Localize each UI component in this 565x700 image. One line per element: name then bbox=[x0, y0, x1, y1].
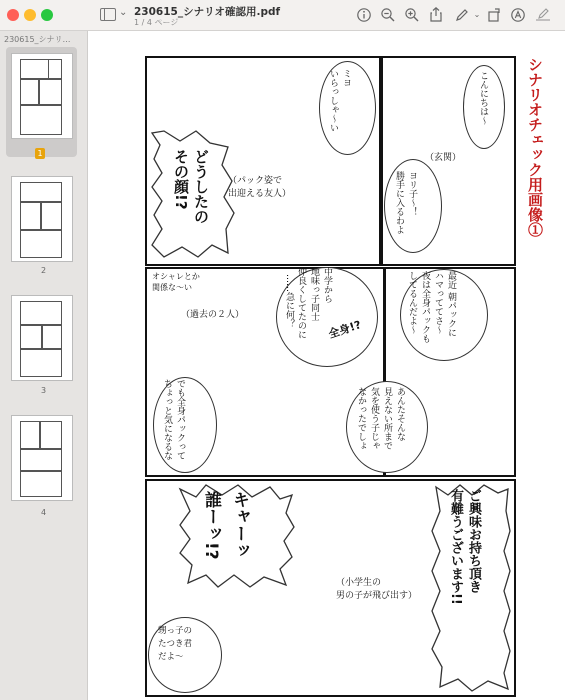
zoom-out-icon[interactable] bbox=[380, 7, 396, 23]
rotate-icon[interactable] bbox=[486, 7, 502, 23]
chevron-down-icon[interactable]: ⌄ bbox=[119, 7, 128, 18]
sidebar-toggle-icon[interactable] bbox=[100, 8, 116, 21]
page-number-3: 3 bbox=[40, 386, 47, 395]
zoom-in-icon[interactable] bbox=[404, 7, 420, 23]
narration-pack-friend: （パック姿で 出迎える友人） bbox=[228, 176, 292, 199]
dialogue-curious: でも全身パックって ちょっと気になるな bbox=[162, 379, 185, 460]
dialogue-yoriko: ヨリ子〜！ 勝手に入るわよ bbox=[394, 171, 417, 234]
dialogue-mio: ミヨ いらっしゃ〜い bbox=[328, 69, 351, 132]
page-number-2: 2 bbox=[40, 266, 47, 275]
dialogue-nephew: 甥っ子の たつき君 だよ〜 bbox=[158, 626, 193, 662]
share-icon[interactable] bbox=[428, 6, 444, 23]
dialogue-scream: キャーッ 誰ーッ!? bbox=[201, 491, 249, 560]
annotate-icon[interactable] bbox=[510, 7, 526, 23]
document-title: 230615_シナリオ確認用.pdf bbox=[134, 6, 281, 18]
narration-boy-jumps-out: （小学生の 男の子が飛び出す） bbox=[336, 578, 418, 601]
dialogue-shout-face: どうしたの その顔!? bbox=[172, 149, 210, 224]
edit-icon[interactable] bbox=[534, 7, 552, 23]
page-thumbnail-4[interactable] bbox=[11, 415, 73, 501]
markup-pen-icon[interactable] bbox=[454, 7, 470, 23]
window-titlebar bbox=[0, 0, 565, 31]
narration-entrance: （玄関） bbox=[425, 153, 462, 163]
page-number-selected: 1 bbox=[35, 148, 45, 159]
pdf-page bbox=[88, 31, 565, 700]
dialogue-jr-high: 中学から 地味っ子同士 仲良くしてたのに bbox=[296, 267, 332, 339]
dialogue-hello: こんにちは〜 bbox=[478, 71, 488, 125]
page-indicator: 1 / 4 ページ bbox=[134, 18, 179, 27]
info-icon[interactable] bbox=[356, 7, 372, 23]
close-window-button[interactable] bbox=[7, 9, 19, 21]
page-thumbnail-2[interactable] bbox=[11, 176, 73, 262]
dialogue-morning-pack: 最近 朝パックに ハマっててさ〜 bbox=[433, 271, 456, 337]
dialogue-osha: オシャレとか 関係な〜い bbox=[152, 272, 200, 292]
page-number-4: 4 bbox=[40, 508, 47, 517]
sidebar-title: 230615_シナリ… bbox=[4, 35, 71, 44]
dialogue-not-like-you: あんたそんな 見えない所まで 気を使う子じゃ なかったでしょ bbox=[356, 387, 405, 450]
dialogue-thanks: ご興味お持ち頂き 有難うございます!! bbox=[448, 489, 481, 605]
zoom-window-button[interactable] bbox=[41, 9, 53, 21]
chevron-down-icon[interactable]: ⌄ bbox=[473, 10, 481, 19]
page-side-title: シナリオチェック用画像① bbox=[526, 57, 544, 237]
page-thumbnail-3[interactable] bbox=[11, 295, 73, 381]
dialogue-body-pack: 夜は全身パックも してるんだよ〜 bbox=[407, 271, 430, 343]
thumbnail-sidebar bbox=[0, 31, 88, 700]
dialogue-sudden: ……急に何？ bbox=[284, 274, 294, 328]
page-thumbnail-1[interactable] bbox=[11, 53, 73, 139]
dialogue-whole-body: 全身!? bbox=[326, 318, 363, 341]
narration-past: （過去の２人） bbox=[181, 310, 245, 320]
minimize-window-button[interactable] bbox=[24, 9, 36, 21]
